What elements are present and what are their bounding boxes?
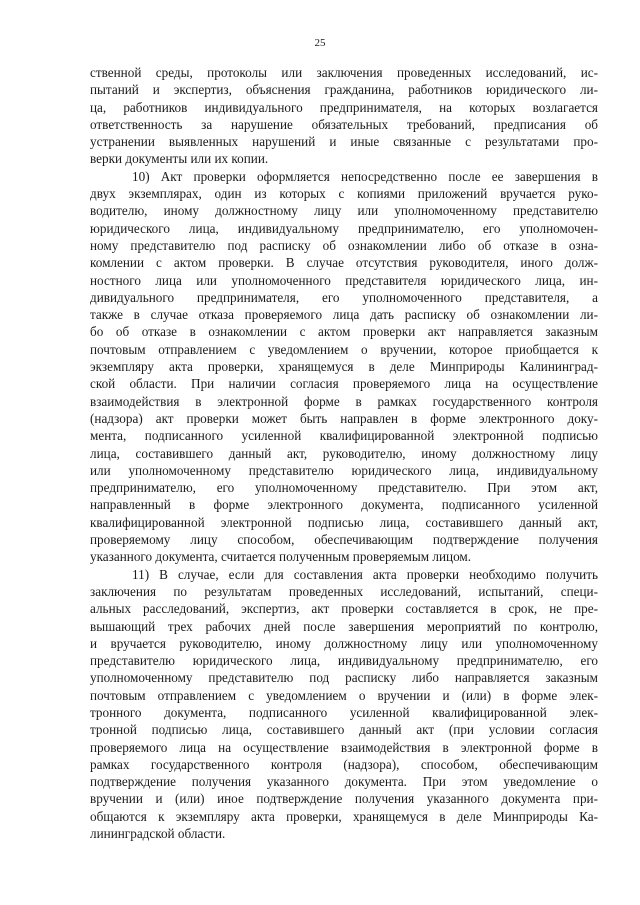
text-line: вышающий трех рабочих дней после завершения мероприятий по контролю, [90,618,598,634]
text-line: проверяемого лица на осуществление взаимодействия в электронной форме в [90,739,598,755]
text-line: и вручается руководителю, иному должностному лицу или уполномоченному [90,635,598,651]
text-line: (надзора) акт проверки может быть направлен в форме электронного доку- [90,410,598,426]
text-line: 11) В случае, если для составления акта проверки необходимо получить [132,566,598,582]
text-line: почтовым отправлением с уведомлением о вручении, которое приобщается к [90,341,598,357]
text-line: квалифицированной электронной подписью лица, составившего данный акт, [90,514,598,530]
text-line: представителю юридического лица, индивидуальному предпринимателю, его [90,653,598,669]
text-line: тронного документа, подписанного усиленной квалифицированной элек- [90,704,598,720]
text-line: пытаний и экспертиз, объяснения гражданина, работников юридического ли- [90,82,598,98]
text-line: юридического лица, индивидуальному предпринимателю, его уполномочен- [90,220,598,236]
text-line: вручении и (или) иное подтверждение получения указанного документа при- [90,791,598,807]
text-line: альных расследований, экспертиз, акт проверки составляется в срок, не пре- [90,601,598,617]
text-line: экземпляру акта проверки, хранящемуся в деле Минприроды Калининград- [90,359,598,375]
text-line: общаются к экземпляру акта проверки, хранящемуся в деле Минприроды Ка- [90,808,598,824]
text-line: предпринимателю, его уполномоченному представителю. При этом акт, [90,480,598,496]
text-line: комлении с актом проверки. В случае отсутствия руководителя, иного долж- [90,255,598,271]
text-line: подтверждение получения указанного документа. При этом уведомление о [90,774,598,790]
document-body [90,64,598,842]
text-line: почтовым отправлением с уведомлением о вручении и (или) в форме элек- [90,687,598,703]
text-line: уполномоченному представителю под расписку либо направляется заказным [90,670,598,686]
text-line: ностного лица или уполномоченного представителя юридического лица, ин- [90,272,598,288]
text-line: направленный в форме электронного документа, подписанного усиленной [90,497,598,513]
text-line: или уполномоченному представителю юридического лица, индивидуальному [90,462,598,478]
text-line: лица, составившего данный акт, руководителю, иному должностному лицу [90,445,598,461]
text-line: 10) Акт проверки оформляется непосредственно после ее завершения в [132,168,598,184]
page-number: 25 [314,37,326,49]
text-line: двух экземплярах, один из которых с копиями приложений вручается руко- [90,186,598,202]
text-line: тронной подписью лица, составившего данный акт (при условии согласия [90,722,598,738]
text-line: взаимодействия в электронной форме в рамках государственного контроля [90,393,598,409]
text-line: верки документы или их копии. [90,151,269,167]
text-line: лининградской области. [90,826,226,842]
text-line: рамках государственного контроля (надзора), способом, обеспечивающим [90,756,598,772]
text-line: ской области. При наличии согласия проверяемого лица на осуществление [90,376,598,392]
text-line: ному представителю под расписку об ознакомлении либо об отказе в озна- [90,237,598,253]
text-line: заключения по результатам проведенных исследований, испытаний, специ- [90,583,598,599]
text-line: устранении выявленных нарушений и иные связанные с результатами про- [90,134,598,150]
text-line: также в случае отказа проверяемого лица дать расписку об ознакомлении ли- [90,307,598,323]
text-line: проверяемому лицу способом, обеспечивающим подтверждение получения [90,532,598,548]
text-line: ответственность за нарушение обязательных требований, предписания об [90,116,598,132]
text-line: мента, подписанного усиленной квалифицированной электронной подписью [90,428,598,444]
text-line: дивидуального предпринимателя, его уполномоченного представителя, а [90,289,598,305]
text-line: бо об отказе в ознакомлении с актом проверки акт направляется заказным [90,324,598,340]
text-line: ственной среды, протоколы или заключения проведенных исследований, ис- [90,65,598,80]
text-line: ца, работников индивидуального предпринимателя, на которых возлагается [90,99,598,115]
text-line: указанного документа, считается полученным проверяемым лицом. [90,549,472,565]
text-line: водителю, иному должностному лицу или уполномоченному представителю [90,203,598,219]
